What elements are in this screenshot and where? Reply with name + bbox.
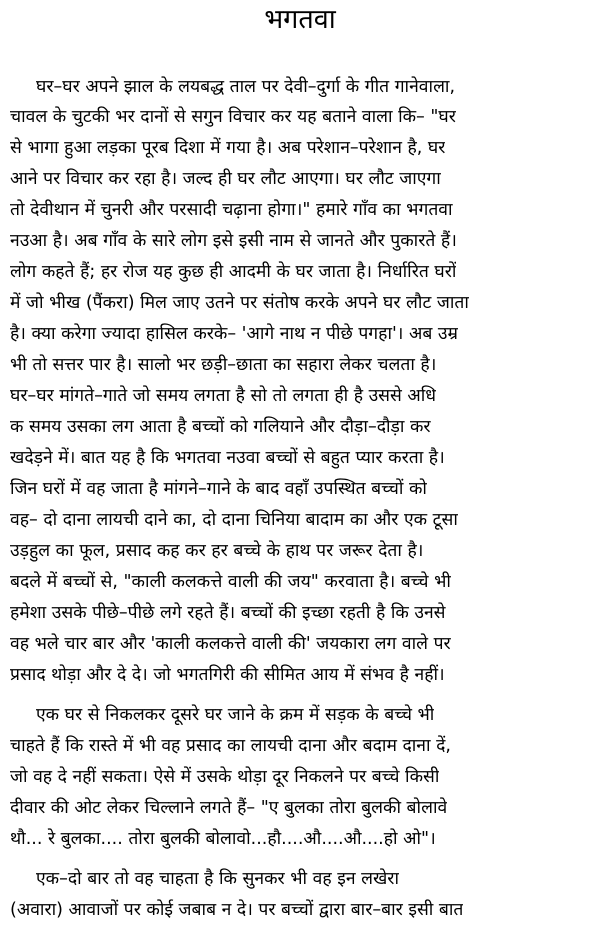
text-line: लोग कहते हैं; हर रोज यह कुछ ही आदमी के घर जाता है। निर्धारित घरों — [10, 262, 457, 282]
text-line: प्रसाद थोड़ा और दे दे। जो भगतगिरी की सीमित आय में संभव है नहीं। — [10, 665, 445, 685]
text-line: घर–घर मांगते–गाते जो समय लगता है सो तो लगता ही है उससे अधि — [10, 386, 437, 406]
text-line: जो वह दे नहीं सकता। ऐसे में उसके थोड़ा दूर निकलने पर बच्चे किसी — [10, 767, 440, 787]
text-line: एक घर से निकलकर दूसरे घर जाने के क्रम में सड़क के बच्चे भी — [36, 705, 435, 725]
text-line: वह भले चार बार और 'काली कलकत्ते वाली की' जयकारा लग वाले पर — [10, 634, 451, 654]
text-line: दीवार की ओट लेकर चिल्लाने लगते हैं– "ए बुलका तोरा बुलकी बोलावे — [10, 798, 448, 818]
text-line: एक–दो बार तो वह चाहता है कि सुनकर भी वह इन लखेरा — [36, 869, 399, 889]
text-line: उड़हुल का फूल, प्रसाद कह कर हर बच्चे के हाथ पर जरूर देता है। — [10, 541, 424, 561]
text-line: (अवारा) आवाजों पर कोई जबाब न दे। पर बच्चों द्वारा बार–बार इसी बात — [10, 900, 464, 920]
text-line: है। क्या करेगा ज्यादा हासिल करके– 'आगे नाथ न पीछे पगहा'। अब उम्र — [10, 324, 458, 344]
text-line: चावल के चुटकी भर दानों से सगुन विचार कर यह बताने वाला कि– "घर — [10, 107, 456, 127]
page-title: भगतवा — [264, 4, 336, 35]
text-line: से भागा हुआ लड़का पूरब दिशा में गया है। अब परेशान–परेशान है, घर — [10, 138, 446, 158]
text-line: चाहते हैं कि रास्ते में भी वह प्रसाद का लायची दाना और बदाम दाना दें, — [10, 736, 451, 756]
text-line: थौ... रे बुलका.... तोरा बुलकी बोलावो...हौ....औ....औ....हो ओ"। — [10, 829, 436, 849]
text-line: घर–घर अपने झाल के लयबद्ध ताल पर देवी–दुर्गा के गीत गानेवाला, — [36, 77, 456, 97]
text-line: नउआ है। अब गाँव के सारे लोग इसे इसी नाम से जानते और पुकारते हैं। — [10, 231, 457, 251]
text-line: जिन घरों में वह जाता है मांगने–गाने के बाद वहाँ उपस्थित बच्चों को — [10, 479, 427, 499]
text-line: खदेड़ने में। बात यह है कि भगतवा नउवा बच्चों से बहुत प्यार करता है। — [10, 448, 445, 468]
text-line: आने पर विचार कर रहा है। जल्द ही घर लौट आएगा। घर लौट जाएगा — [10, 169, 441, 189]
text-line: वह– दो दाना लायची दाने का, दो दाना चिनिया बादाम का और एक टूसा — [10, 510, 458, 530]
text-line: क समय उसका लग आता है बच्चों को गलियाने और दौड़ा–दौड़ा कर — [10, 417, 431, 437]
text-line: हमेशा उसके पीछे–पीछे लगे रहते हैं। बच्चों की इच्छा रहती है कि उनसे — [10, 603, 446, 623]
text-line: में जो भीख (पैंकरा) मिल जाए उतने पर संतोष करके अपने घर लौट जाता — [10, 293, 469, 313]
text-line: बदले में बच्चों से, "काली कलकत्ते वाली की जय" करवाता है। बच्चे भी — [10, 572, 451, 592]
text-line: तो देवीथान में चुनरी और परसादी चढ़ाना होगा।" हमारे गाँव का भगतवा — [10, 200, 453, 220]
text-line: भी तो सत्तर पार है। सालो भर छड़ी–छाता का सहारा लेकर चलता है। — [10, 355, 437, 375]
